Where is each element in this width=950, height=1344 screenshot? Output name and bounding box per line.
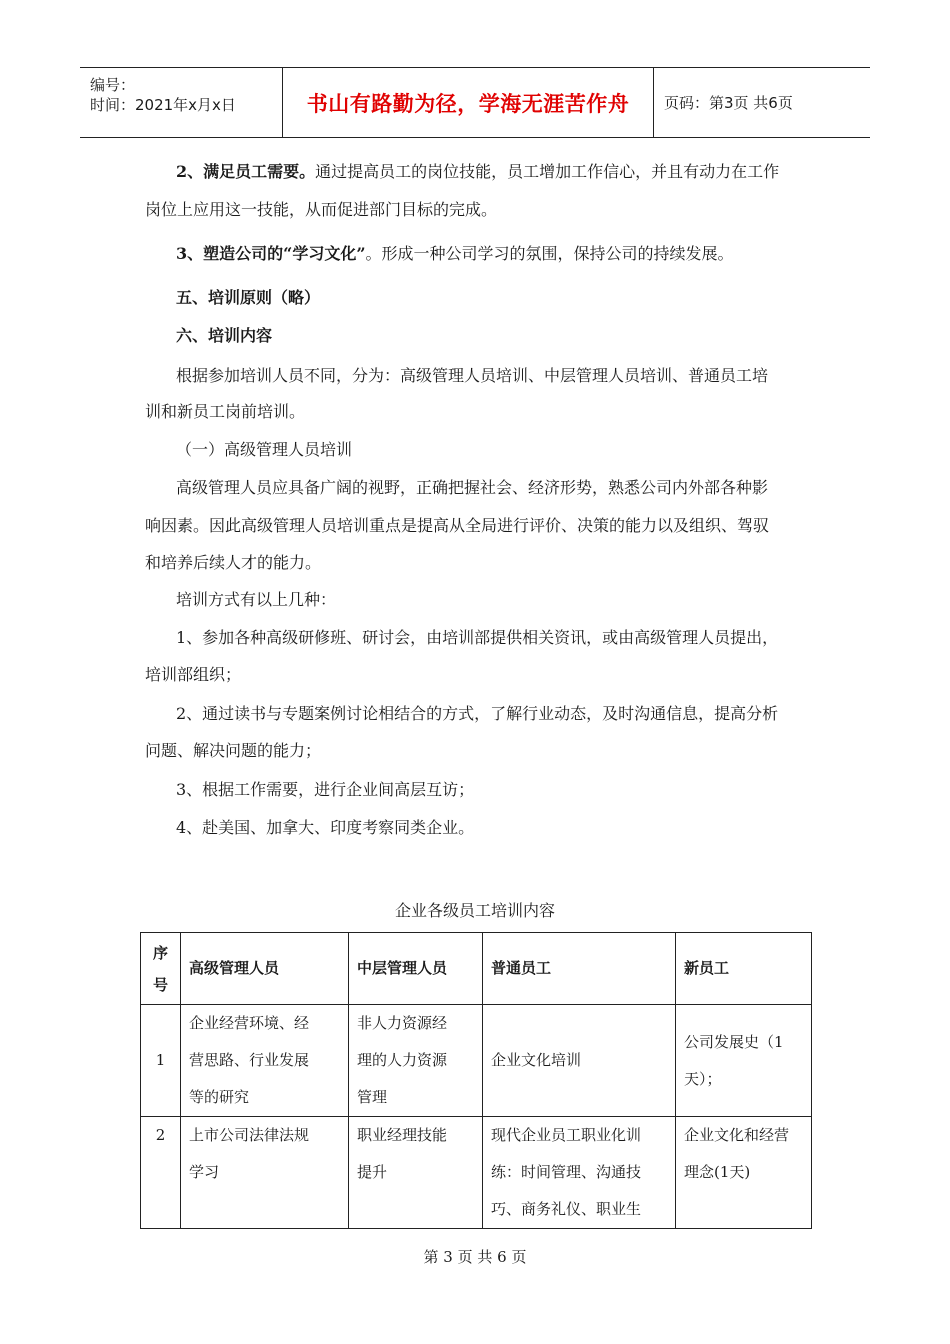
cell-line: 公司发展史（1	[684, 1032, 784, 1051]
cell-middle	[349, 1117, 483, 1229]
paragraph-text: 。形成一种公司学习的氛围，保持公司的持续发展。	[365, 244, 734, 263]
table-header-row	[141, 933, 812, 1005]
cell-staff	[483, 1005, 676, 1117]
cell-line: 上市公司法律法规	[189, 1126, 310, 1144]
section-heading-principles: 五、培训原则（略）	[176, 288, 321, 307]
list-item: 3、根据工作需要，进行企业间高层互访；	[176, 780, 475, 799]
cell-line: 理念(1天)	[684, 1163, 751, 1181]
list-item-continuation: 问题、解决问题的能力；	[145, 741, 322, 760]
cell-line: 理的人力资源	[357, 1051, 448, 1069]
cell-line: 企业经营环境、经	[189, 1014, 310, 1032]
cell-line: 巧、商务礼仪、职业生	[491, 1200, 642, 1218]
column-header-no	[141, 933, 181, 1005]
cell-middle	[349, 1005, 483, 1117]
cell-newcomer	[676, 1117, 812, 1229]
paragraph-line: 高级管理人员应具备广阔的视野，正确把握社会、经济形势，熟悉公司内外部各种影	[176, 478, 769, 497]
cell-line: 提升	[357, 1163, 388, 1181]
paragraph-line: 根据参加培训人员不同，分为：高级管理人员培训、中层管理人员培训、普通员工培	[176, 366, 769, 385]
column-header-newcomer: 新员工	[676, 933, 812, 1005]
cell-line: 企业文化培训	[491, 1051, 582, 1069]
column-header-middle: 中层管理人员	[349, 933, 483, 1005]
paragraph-line: 响因素。因此高级管理人员培训重点是提高从全局进行评价、决策的能力以及组织、驾驭	[145, 516, 770, 535]
paragraph-learning-culture	[176, 244, 734, 264]
cell-staff	[483, 1117, 676, 1229]
cell-senior	[181, 1117, 349, 1229]
paragraph-text: 通过提高员工的岗位技能，员工增加工作信心，并且有动力在工作	[315, 162, 780, 181]
column-header-no-line: 号	[152, 975, 168, 994]
section-heading-content: 六、培训内容	[176, 326, 273, 345]
paragraph-employee-needs	[176, 162, 779, 182]
cell-line: 练：时间管理、沟通技	[491, 1163, 642, 1181]
list-item-continuation: 培训部组织；	[145, 665, 242, 684]
cell-line: 等的研究	[189, 1088, 250, 1106]
header-meta	[80, 68, 282, 137]
subsection-heading-senior: （一）高级管理人员培训	[176, 440, 353, 459]
document-header	[80, 67, 870, 138]
cell-line: 学习	[189, 1163, 220, 1181]
list-item: 4、赴美国、加拿大、印度考察同类企业。	[176, 818, 475, 837]
table-row	[141, 1117, 812, 1229]
table-caption: 企业各级员工培训内容	[394, 901, 555, 920]
column-header-staff: 普通员工	[483, 933, 676, 1005]
cell-no: 1	[141, 1005, 181, 1117]
column-header-no-line: 序	[152, 943, 168, 962]
cell-line: 职业经理技能	[357, 1126, 448, 1144]
paragraph-line: 培训方式有以上几种：	[176, 590, 337, 609]
cell-senior	[181, 1005, 349, 1117]
cell-no: 2	[141, 1117, 181, 1229]
paragraph-line: 和培养后续人才的能力。	[145, 553, 322, 572]
document-time-label: 时间：2021年x月x日	[90, 96, 236, 114]
list-item: 2、通过读书与专题案例讨论相结合的方式，了解行业动态，及时沟通信息，提高分析	[176, 704, 779, 723]
cell-line: 现代企业员工职业化训	[491, 1126, 642, 1144]
training-content-table	[140, 932, 812, 1229]
cell-line: 营思路、行业发展	[189, 1051, 310, 1069]
paragraph-line: 岗位上应用这一技能，从而促进部门目标的完成。	[145, 200, 498, 219]
column-header-senior: 高级管理人员	[181, 933, 349, 1005]
paragraph-line: 训和新员工岗前培训。	[145, 402, 306, 421]
document-number-label: 编号：	[90, 76, 136, 94]
paragraph-lead: 2、满足员工需要。	[176, 162, 316, 181]
cell-line: 非人力资源经	[357, 1014, 448, 1032]
header-page-info: 页码：第3页 共6页	[664, 94, 793, 112]
cell-line: 管理	[357, 1088, 388, 1106]
paragraph-lead: 3、塑造公司的“学习文化”	[176, 244, 366, 263]
page-footer: 第 3 页 共 6 页	[423, 1248, 527, 1266]
header-divider	[653, 68, 654, 137]
table-row	[141, 1005, 812, 1117]
cell-newcomer	[676, 1005, 812, 1117]
list-item: 1、参加各种高级研修班、研讨会，由培训部提供相关资讯，或由高级管理人员提出，	[176, 628, 779, 647]
cell-line: 天）；	[684, 1069, 722, 1088]
header-motto: 书山有路勤为径，学海无涯苦作舟	[306, 91, 630, 116]
cell-line: 企业文化和经营	[684, 1126, 790, 1144]
